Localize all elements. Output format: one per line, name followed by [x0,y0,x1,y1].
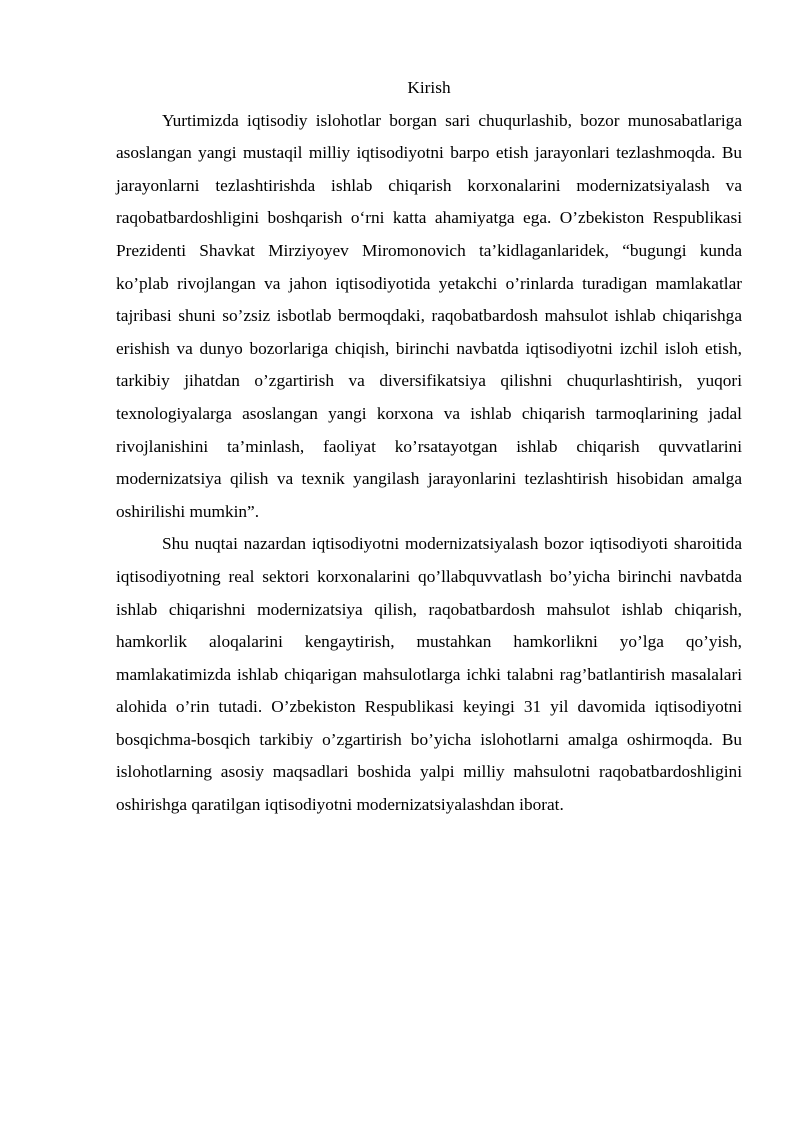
document-page [116,72,742,822]
paragraph-2: Shu nuqtai nazardan iqtisodiyotni modernizatsiyalash bozor iqtisodiyoti sharoitida iqtisodiyotning real sektori korxonalarini qo’llabquvvatlash bo’yicha birinchi navbatda ishlab chiqarishni modernizatsiya qilish, raqobatbardosh mahsulot ishlab chiqarish, hamkorlik aloqalarini kengaytirish, mustahkan hamkorlikni yo’lga qo’yish, mamlakatimizda ishlab chiqarigan mahsulotlarga ichki talabni rag’batlantirish masalalari alohida o’rin tutadi. O’zbekiston Respublikasi keyingi 31 yil davomida iqtisodiyotni bosqichma-bosqich tarkibiy o’zgartirish bo’yicha islohotlarni amalga oshirmoqda. Bu islohotlarning asosiy maqsadlari boshida yalpi milliy mahsulotni raqobatbardoshligini oshirishga qaratilgan iqtisodiyotni modernizatsiyalashdan iborat. [116,534,742,815]
paragraph-1: Yurtimizda iqtisodiy islohotlar borgan sari chuqurlashib, bozor munosabatlariga asoslangan yangi mustaqil milliy iqtisodiyotni barpo etish jarayonlari tezlashmoqda. Bu jarayonlarni tezlashtirishda ishlab chiqarish korxonalarini modernizatsiyalash va raqobatbardoshligini boshqarish o‘rni katta ahamiyatga ega. O’zbekiston Respublikasi Prezidenti Shavkat Mirziyoyev Miromonovich ta’kidlaganlaridek, “bugungi kunda ko’plab rivojlangan va jahon iqtisodiyotida yetakchi o’rinlarda turadigan mamlakatlar tajribasi shuni so’zsiz isbotlab bermoqdaki, raqobatbardosh mahsulot ishlab chiqarishga erishish va dunyo bozorlariga chiqish, birinchi navbatda iqtisodiyotni izchil isloh etish, tarkibiy jihatdan o’zgartirish va diversifikatsiya qilishni chuqurlashtirish, yuqori texnologiyalarga asoslangan yangi korxona va ishlab chiqarish tarmoqlarining jadal rivojlanishini ta’minlash, faoliyat ko’rsatayotgan ishlab chiqarish quvvatlarini modernizatsiya qilish va texnik yangilash jarayonlarini tezlashtirish hisobidan amalga oshirilishi mumkin”. [116,110,742,521]
document-title: Kirish [407,78,451,97]
